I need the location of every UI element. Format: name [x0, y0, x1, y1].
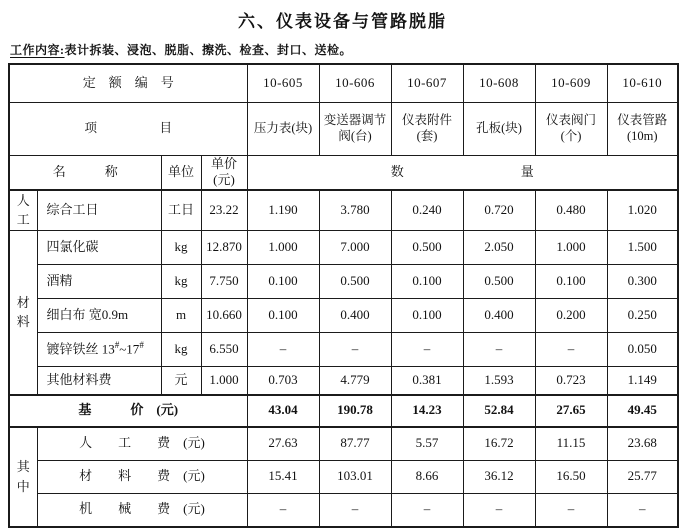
quota-code: 10-608 — [463, 64, 535, 103]
row-value: 1.190 — [247, 190, 319, 231]
row-name: 细白布 宽0.9m — [37, 298, 161, 332]
fee-value: – — [463, 493, 535, 527]
row-value: 1.500 — [607, 230, 678, 264]
fee-row-labor — [9, 427, 678, 461]
work-content-text: 表计拆装、浸泡、脱脂、擦洗、检查、封口、送检。 — [64, 43, 353, 57]
fee-value: 11.15 — [535, 427, 607, 461]
item-column-header: 变送器调节阀(台) — [319, 103, 391, 156]
row-value: – — [247, 332, 319, 366]
row-value: 0.500 — [391, 230, 463, 264]
quota-code: 10-605 — [247, 64, 319, 103]
row-value: 1.000 — [535, 230, 607, 264]
row-unit: 工日 — [161, 190, 201, 231]
base-price-label: 基 价 (元) — [9, 395, 247, 427]
group-label-labor: 人工 — [9, 190, 37, 231]
base-price-value: 27.65 — [535, 395, 607, 427]
fee-row-material — [9, 460, 678, 493]
row-value: 4.779 — [319, 366, 391, 395]
row-value: 0.200 — [535, 298, 607, 332]
row-value: 0.723 — [535, 366, 607, 395]
table-row — [9, 298, 678, 332]
row-value: 1.000 — [247, 230, 319, 264]
fee-value: – — [391, 493, 463, 527]
fee-value: 87.77 — [319, 427, 391, 461]
page-title: 六、仪表设备与管路脱脂 — [238, 12, 447, 31]
item-header-row — [9, 103, 678, 156]
row-value: 0.250 — [607, 298, 678, 332]
row-value: 1.593 — [463, 366, 535, 395]
unit-header: 单位 — [161, 156, 201, 190]
row-value: 0.100 — [391, 264, 463, 298]
fee-label: 人 工 费 (元) — [37, 427, 247, 461]
quota-table — [8, 63, 679, 528]
row-value: 0.381 — [391, 366, 463, 395]
base-price-value: 49.45 — [607, 395, 678, 427]
row-value: 0.500 — [463, 264, 535, 298]
row-price: 12.870 — [201, 230, 247, 264]
row-value: 2.050 — [463, 230, 535, 264]
row-value: 1.020 — [607, 190, 678, 231]
fee-row-machine — [9, 493, 678, 527]
group-label-material: 材料 — [9, 230, 37, 395]
row-value: 0.400 — [463, 298, 535, 332]
row-value: – — [319, 332, 391, 366]
base-price-value: 14.23 — [391, 395, 463, 427]
table-row — [9, 190, 678, 231]
sub-header-row — [9, 156, 678, 190]
fee-label: 机 械 费 (元) — [37, 493, 247, 527]
fee-value: 16.72 — [463, 427, 535, 461]
name-header: 名 称 — [9, 156, 161, 190]
group-label-among: 其中 — [9, 427, 37, 527]
fee-value: 103.01 — [319, 460, 391, 493]
row-value: 0.480 — [535, 190, 607, 231]
row-price: 10.660 — [201, 298, 247, 332]
item-column-header: 孔板(块) — [463, 103, 535, 156]
table-row — [9, 264, 678, 298]
work-content-line — [10, 41, 685, 58]
item-column-header: 仪表阀门(个) — [535, 103, 607, 156]
row-value: – — [463, 332, 535, 366]
row-value: – — [391, 332, 463, 366]
price-header: 单价(元) — [201, 156, 247, 190]
base-price-value: 52.84 — [463, 395, 535, 427]
row-unit: 元 — [161, 366, 201, 395]
fee-value: 16.50 — [535, 460, 607, 493]
row-value: 0.100 — [391, 298, 463, 332]
fee-value: 27.63 — [247, 427, 319, 461]
row-name: 镀锌铁丝 13#~17# — [37, 332, 161, 366]
row-unit: kg — [161, 264, 201, 298]
quota-code: 10-610 — [607, 64, 678, 103]
item-column-header: 压力表(块) — [247, 103, 319, 156]
row-name: 其他材料费 — [37, 366, 161, 395]
fee-value: 23.68 — [607, 427, 678, 461]
row-value: 3.780 — [319, 190, 391, 231]
row-value: 7.000 — [319, 230, 391, 264]
table-row — [9, 332, 678, 366]
item-column-header: 仪表管路(10m) — [607, 103, 678, 156]
row-price: 7.750 — [201, 264, 247, 298]
row-unit: kg — [161, 332, 201, 366]
row-value: 0.300 — [607, 264, 678, 298]
fee-value: – — [607, 493, 678, 527]
row-unit: m — [161, 298, 201, 332]
item-column-header: 仪表附件(套) — [391, 103, 463, 156]
fee-value: 36.12 — [463, 460, 535, 493]
fee-value: 25.77 — [607, 460, 678, 493]
quota-code: 10-607 — [391, 64, 463, 103]
work-content-label: 工作内容: — [10, 43, 65, 57]
base-price-value: 43.04 — [247, 395, 319, 427]
row-value: 0.240 — [391, 190, 463, 231]
quota-number-row — [9, 64, 678, 103]
fee-value: – — [247, 493, 319, 527]
row-value: 0.500 — [319, 264, 391, 298]
quota-number-label: 定 额 编 号 — [9, 64, 247, 103]
row-price: 23.22 — [201, 190, 247, 231]
fee-label: 材 料 费 (元) — [37, 460, 247, 493]
row-price: 1.000 — [201, 366, 247, 395]
base-price-value: 190.78 — [319, 395, 391, 427]
quota-code: 10-606 — [319, 64, 391, 103]
table-row — [9, 366, 678, 395]
fee-value: 8.66 — [391, 460, 463, 493]
row-value: 0.400 — [319, 298, 391, 332]
fee-value: – — [319, 493, 391, 527]
row-value: 1.149 — [607, 366, 678, 395]
row-value: 0.100 — [247, 298, 319, 332]
fee-value: 5.57 — [391, 427, 463, 461]
base-price-row — [9, 395, 678, 427]
table-row — [9, 230, 678, 264]
quota-code: 10-609 — [535, 64, 607, 103]
row-name: 综合工日 — [37, 190, 161, 231]
row-value: – — [535, 332, 607, 366]
row-value: 0.050 — [607, 332, 678, 366]
row-price: 6.550 — [201, 332, 247, 366]
row-value: 0.100 — [535, 264, 607, 298]
quantity-header: 数 量 — [247, 156, 678, 190]
item-label: 项 目 — [9, 103, 247, 156]
fee-value: 15.41 — [247, 460, 319, 493]
row-name: 四氯化碳 — [37, 230, 161, 264]
row-value: 0.100 — [247, 264, 319, 298]
row-value: 0.703 — [247, 366, 319, 395]
row-value: 0.720 — [463, 190, 535, 231]
fee-value: – — [535, 493, 607, 527]
row-unit: kg — [161, 230, 201, 264]
row-name: 酒精 — [37, 264, 161, 298]
